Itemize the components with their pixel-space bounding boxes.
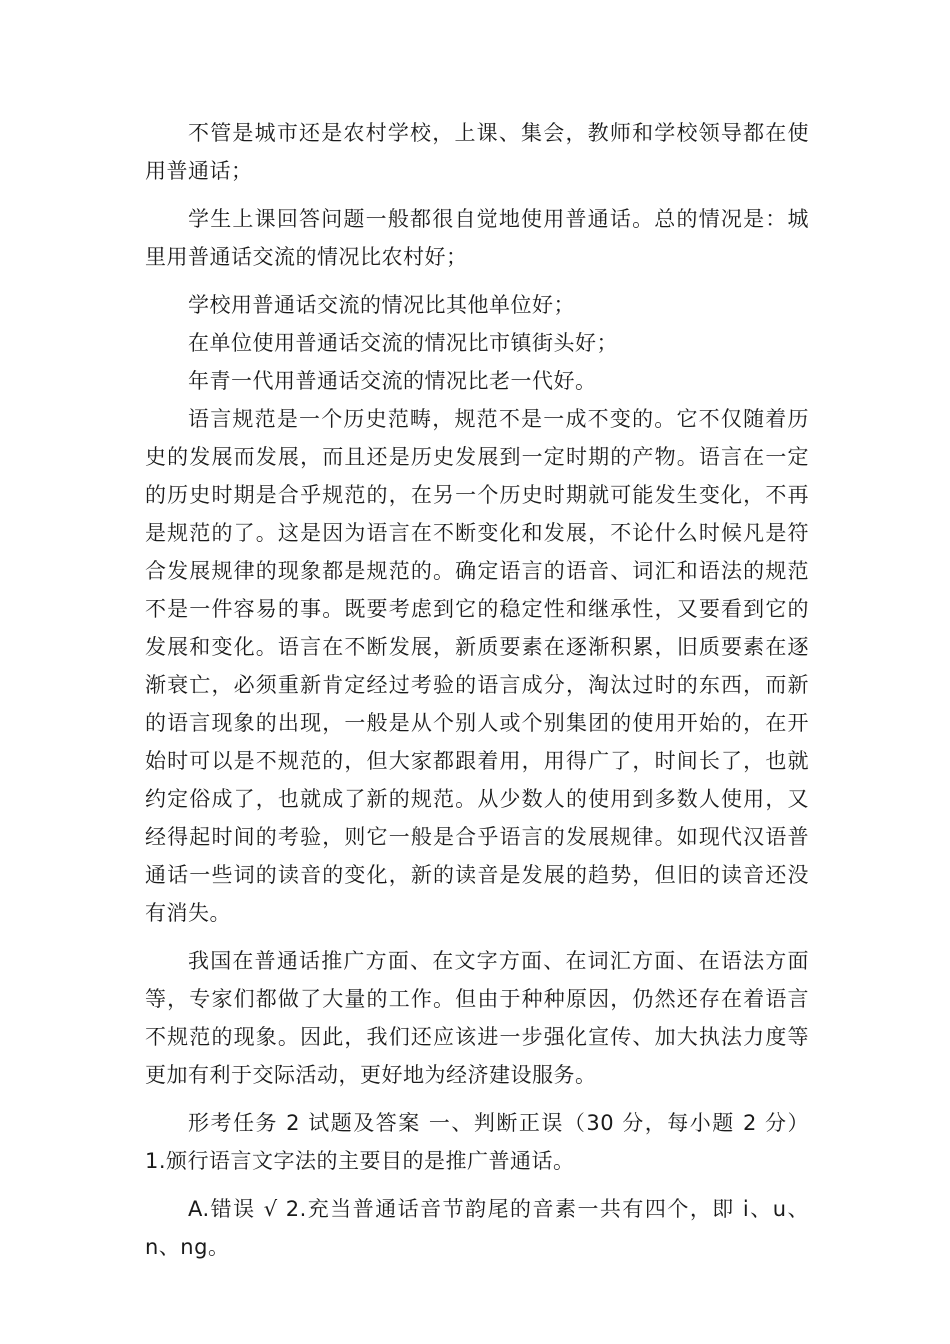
paragraph-7: 我国在普通话推广方面、在文字方面、在词汇方面、在语法方面等，专家们都做了大量的工作。但由于种种原因，仍然还存在着语言不规范的现象。因此，我们还应该进一步强化宣传、加大执法力度等更加有利于交际活动，更好地为经济建设服务。 xyxy=(145,949,809,1087)
paragraph-5: 年青一代用普通话交流的情况比老一代好。 xyxy=(188,369,597,393)
paragraph-6: 语言规范是一个历史范畴，规范不是一成不变的。它不仅随着历史的发展而发展，而且还是历史发展到一定时期的产物。语言在一定的历史时期是合乎规范的，在另一个历史时期就可能发生变化，不再是规范的了。这是因为语言在不断变化和发展，不论什么时候凡是符合发展规律的现象都是规范的。确定语言的语音、词汇和语法的规范不是一件容易的事。既要考虑到它的稳定性和继承性，又要看到它的发展和变化。语言在不断发展，新质要素在逐渐积累，旧质要素在逐渐衰亡，必须重新肯定经过考验的语言成分，淘汰过时的东西，而新的语言现象的出现，一般是从个别人或个别集团的使用开始的，在开始时可以是不规范的，但大家都跟着用，用得广了，时间长了，也就约定俗成了，也就成了新的规范。从少数人的使用到多数人使用，又经得起时间的考验，则它一般是合乎语言的发展规律。如现代汉语普通话一些词的读音的变化，新的读音是发展的趋势，但旧的读音还没有消失。 xyxy=(145,407,809,925)
paragraph-8: 形考任务 2 试题及答案 一、判断正误（30 分，每小题 2 分） 1.颁行语言文字法的主要目的是推广普通话。 xyxy=(145,1111,809,1173)
document-page xyxy=(145,114,809,1276)
paragraph-3: 学校用普通话交流的情况比其他单位好； xyxy=(188,293,575,317)
paragraph-2: 学生上课回答问题一般都很自觉地使用普通话。总的情况是：城里用普通话交流的情况比农村好； xyxy=(145,207,809,269)
paragraph-1: 不管是城市还是农村学校，上课、集会，教师和学校领导都在使用普通话； xyxy=(145,121,809,183)
paragraph-4: 在单位使用普通话交流的情况比市镇街头好； xyxy=(188,331,618,355)
paragraph-9: A.错误 √ 2.充当普通话音节韵尾的音素一共有四个，即 i、u、n、ng。 xyxy=(145,1197,809,1259)
